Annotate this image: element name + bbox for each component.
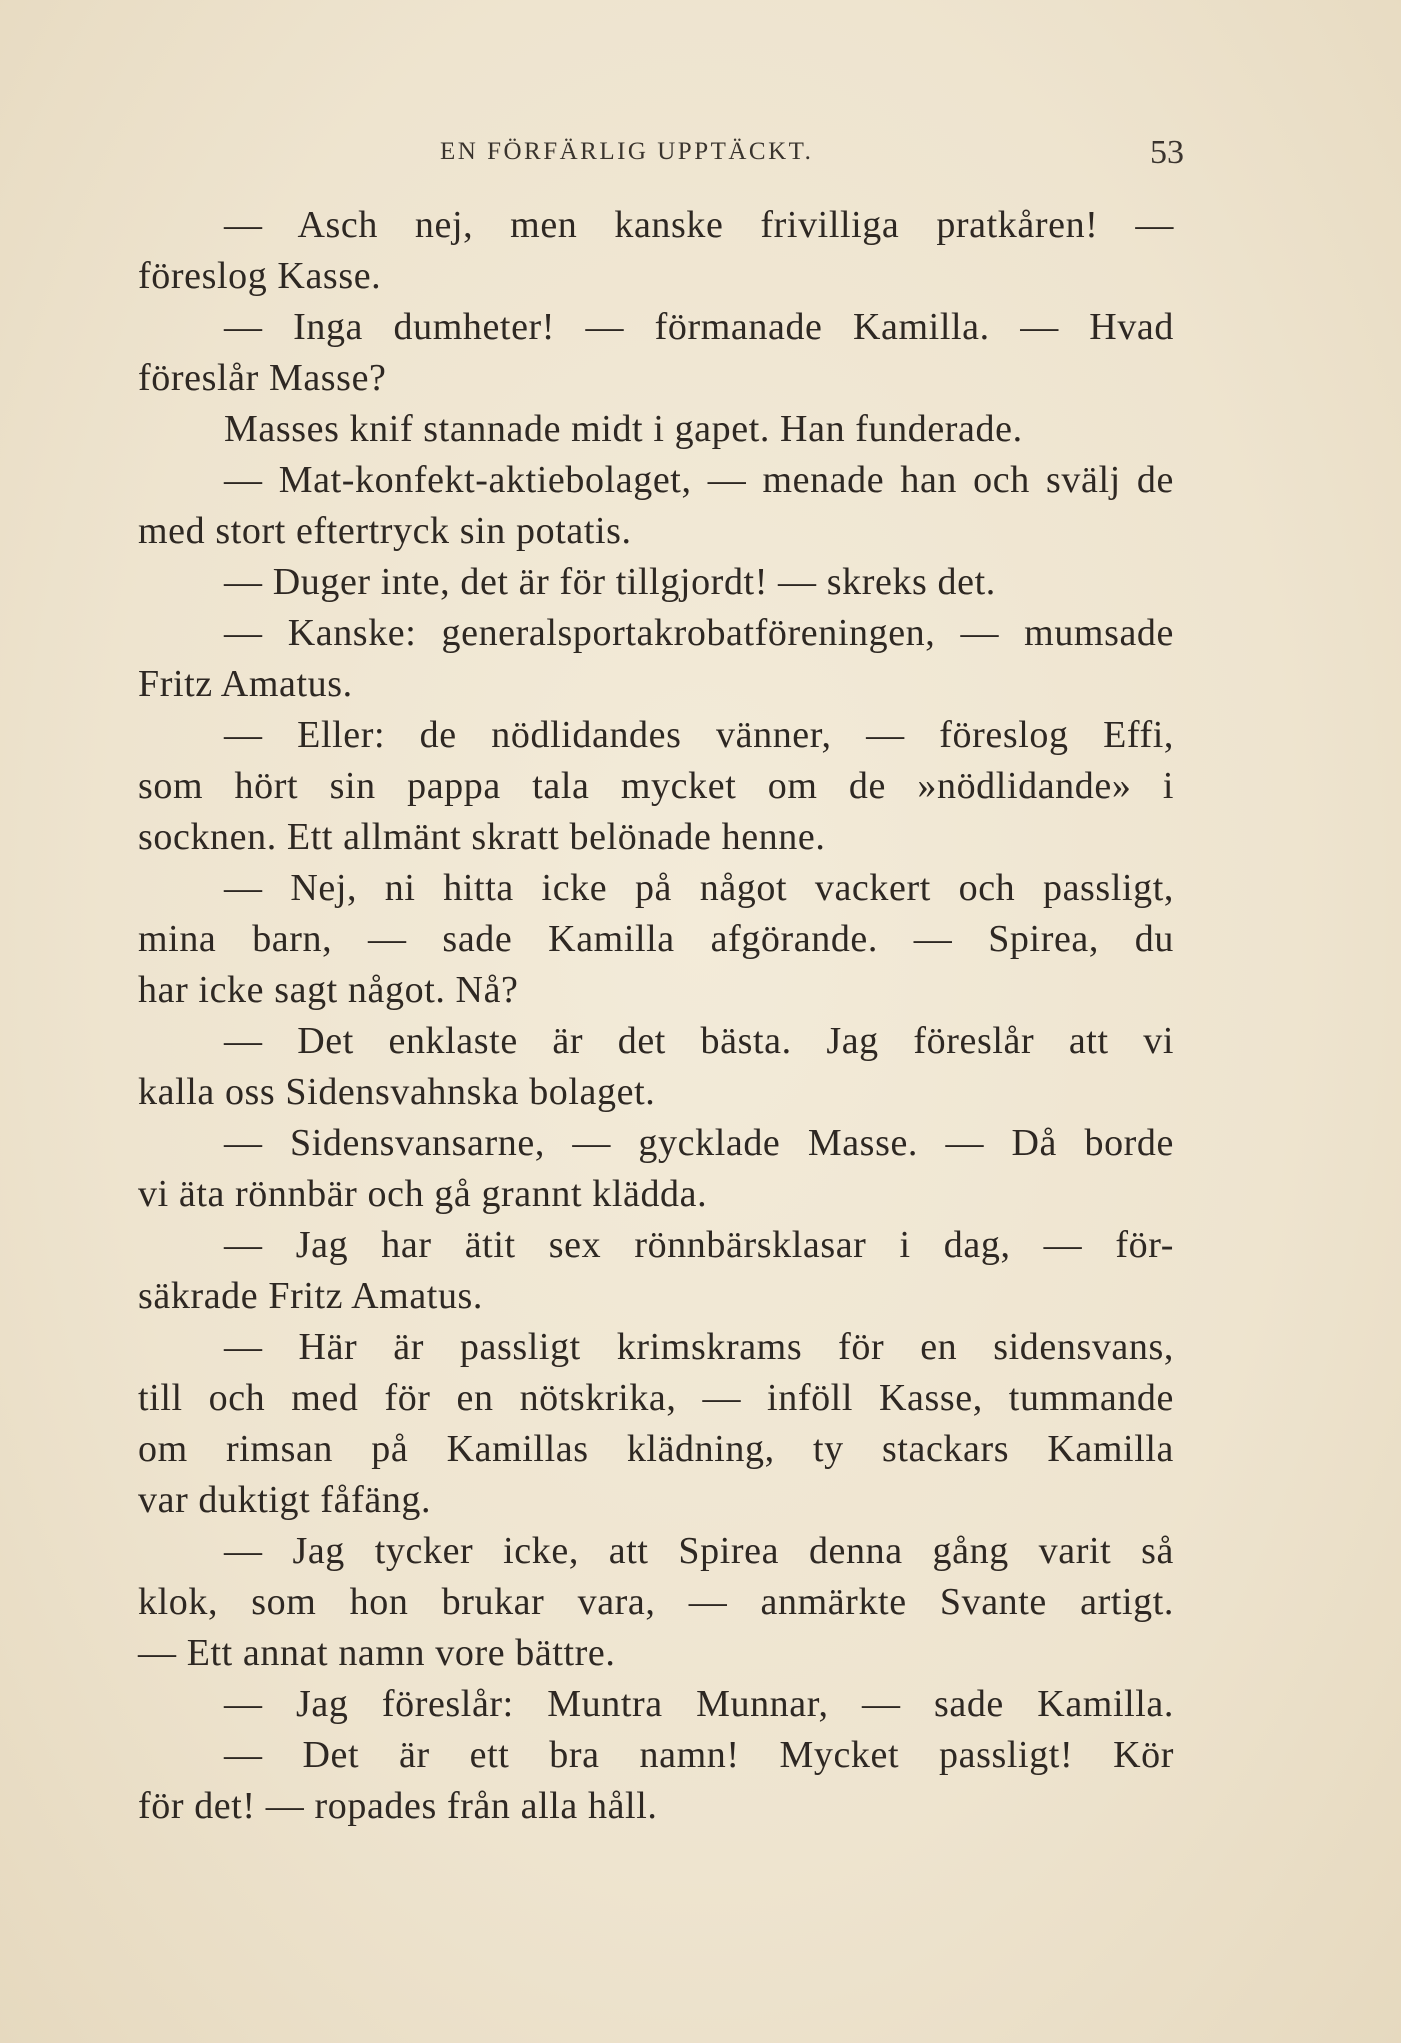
text-line: — Jag föreslår: Muntra Munnar, — sade Kamilla. xyxy=(224,1683,1174,1725)
text-line: — Asch nej, men kanske frivilliga pratkåren! — xyxy=(224,204,1174,246)
text-line: mina barn, — sade Kamilla afgörande. — Spirea, du xyxy=(138,918,1174,960)
text-line: — Jag tycker icke, att Spirea denna gång varit så xyxy=(224,1530,1174,1572)
body-text xyxy=(138,200,1174,1832)
running-head xyxy=(0,134,1401,178)
text-line: vi äta rönnbär och gå grannt klädda. xyxy=(138,1173,708,1215)
page-number: 53 xyxy=(1150,134,1184,171)
text-line: till och med för en nötskrika, — inföll Kasse, tummande xyxy=(138,1377,1174,1419)
text-line: kalla oss Sidensvahnska bolaget. xyxy=(138,1071,656,1113)
text-line: — Här är passligt krimskrams för en sidensvans, xyxy=(224,1326,1174,1368)
text-line: — Mat-konfekt-aktiebolaget, — menade han och svälj de xyxy=(224,459,1174,501)
text-line: — Nej, ni hitta icke på något vackert och passligt, xyxy=(224,867,1174,909)
text-line: säkrade Fritz Amatus. xyxy=(138,1275,484,1317)
text-line: har icke sagt något. Nå? xyxy=(138,969,519,1011)
text-line: som hört sin pappa tala mycket om de »nödlidande» i xyxy=(138,765,1174,807)
text-line: — Jag har ätit sex rönnbärsklasar i dag, — för- xyxy=(224,1224,1174,1266)
text-line: klok, som hon brukar vara, — anmärkte Svante artigt. xyxy=(138,1581,1174,1623)
text-line: — Det enklaste är det bästa. Jag föreslår att vi xyxy=(224,1020,1174,1062)
running-title: EN FÖRFÄRLIG UPPTÄCKT. xyxy=(440,138,814,165)
text-line: om rimsan på Kamillas klädning, ty stackars Kamilla xyxy=(138,1428,1174,1470)
text-line: Fritz Amatus. xyxy=(138,663,353,705)
text-line: — Det är ett bra namn! Mycket passligt! Kör xyxy=(224,1734,1174,1776)
text-line: — Eller: de nödlidandes vänner, — föreslog Effi, xyxy=(224,714,1174,756)
text-line: — Duger inte, det är för tillgjordt! — skreks det. xyxy=(224,561,996,603)
text-line: — Sidensvansarne, — gycklade Masse. — Då borde xyxy=(224,1122,1174,1164)
text-line: med stort eftertryck sin potatis. xyxy=(138,510,632,552)
text-line: för det! — ropades från alla håll. xyxy=(138,1785,658,1827)
text-line: — Inga dumheter! — förmanade Kamilla. — Hvad xyxy=(224,306,1174,348)
text-line: var duktigt fåfäng. xyxy=(138,1479,432,1521)
text-line: — Ett annat namn vore bättre. xyxy=(138,1632,616,1674)
text-line: socknen. Ett allmänt skratt belönade henne. xyxy=(138,816,826,858)
text-line: Masses knif stannade midt i gapet. Han funderade. xyxy=(224,408,1023,450)
text-line: föreslog Kasse. xyxy=(138,255,382,297)
text-line: föreslår Masse? xyxy=(138,357,387,399)
text-line: — Kanske: generalsportakrobatföreningen, — mumsade xyxy=(224,612,1174,654)
